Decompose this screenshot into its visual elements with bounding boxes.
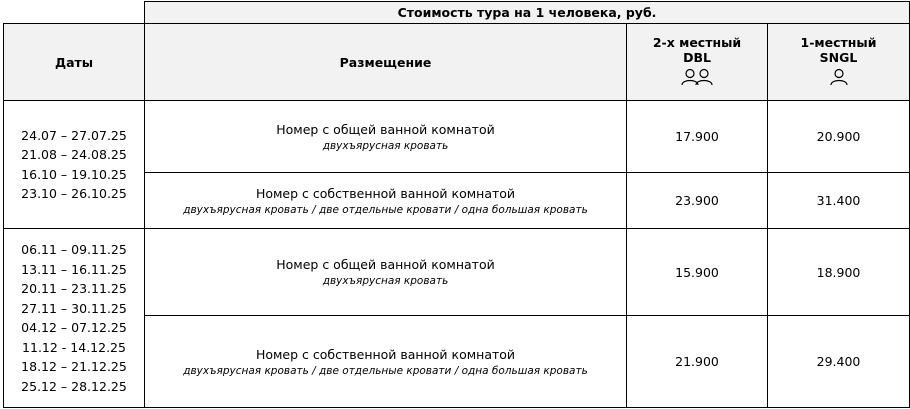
- sngl-price: 18.900: [768, 229, 910, 316]
- room-cell: [145, 229, 627, 316]
- sngl-line1: 1-местный: [800, 35, 877, 50]
- dates-header: Даты: [4, 24, 145, 101]
- sngl-line2: SNGL: [819, 50, 858, 65]
- room-type: Номер с общей ванной комнатой: [276, 257, 495, 272]
- price-table: [3, 1, 910, 408]
- table-row: [4, 101, 910, 173]
- sngl-price: 31.400: [768, 173, 910, 229]
- bed-options: двухъярусная кровать / две отдельные кровати / одна большая кровать: [183, 203, 588, 216]
- dbl-price: 23.900: [627, 173, 768, 229]
- date-range: 23.10 – 26.10.25: [21, 186, 127, 201]
- date-range: 25.12 – 28.12.25: [21, 378, 127, 394]
- date-range: 18.12 – 21.12.25: [21, 359, 127, 374]
- dbl-line2: DBL: [683, 50, 711, 65]
- bed-options: двухъярусная кровать / две отдельные кровати / одна большая кровать: [183, 364, 588, 377]
- bed-options: двухъярусная кровать: [322, 275, 449, 287]
- sngl-price: 20.900: [768, 101, 910, 173]
- table-row: [4, 229, 910, 316]
- placement-header: Размещение: [145, 24, 627, 101]
- dbl-line1: 2-х местный: [652, 35, 742, 50]
- date-range: 24.07 – 27.07.25: [21, 127, 127, 143]
- date-range: 21.08 – 24.08.25: [21, 147, 127, 162]
- room-type: Номер с собственной ванной комнатой: [255, 185, 516, 201]
- bed-options: двухъярусная кровать: [322, 139, 449, 152]
- dbl-header: [627, 24, 768, 101]
- date-range: 11.12 - 14.12.25: [22, 339, 126, 355]
- room-type: Номер с общей ванной комнатой: [276, 121, 495, 137]
- dbl-price: 17.900: [627, 101, 768, 173]
- sngl-price: 29.400: [768, 316, 910, 408]
- date-range: 04.12 – 07.12.25: [21, 320, 127, 335]
- date-range: 16.10 – 19.10.25: [21, 166, 127, 182]
- room-cell: [145, 173, 627, 229]
- date-range: 06.11 – 09.11.25: [21, 242, 127, 257]
- corner-cell: [4, 2, 145, 24]
- room-cell: [145, 101, 627, 173]
- date-range: 20.11 – 23.11.25: [21, 281, 127, 296]
- room-cell: [145, 316, 627, 408]
- person-icon: [829, 68, 849, 86]
- date-range: 13.11 – 16.11.25: [21, 261, 127, 277]
- dates-cell: [4, 101, 145, 229]
- two-persons-icon: [680, 68, 714, 86]
- room-type: Номер с собственной ванной комнатой: [255, 346, 516, 362]
- sngl-header: [768, 24, 910, 101]
- dbl-price: 15.900: [627, 229, 768, 316]
- cost-title: Стоимость тура на 1 человека, руб.: [145, 2, 910, 24]
- dbl-price: 21.900: [627, 316, 768, 408]
- date-range: 27.11 – 30.11.25: [21, 300, 127, 316]
- dates-cell: [4, 229, 145, 408]
